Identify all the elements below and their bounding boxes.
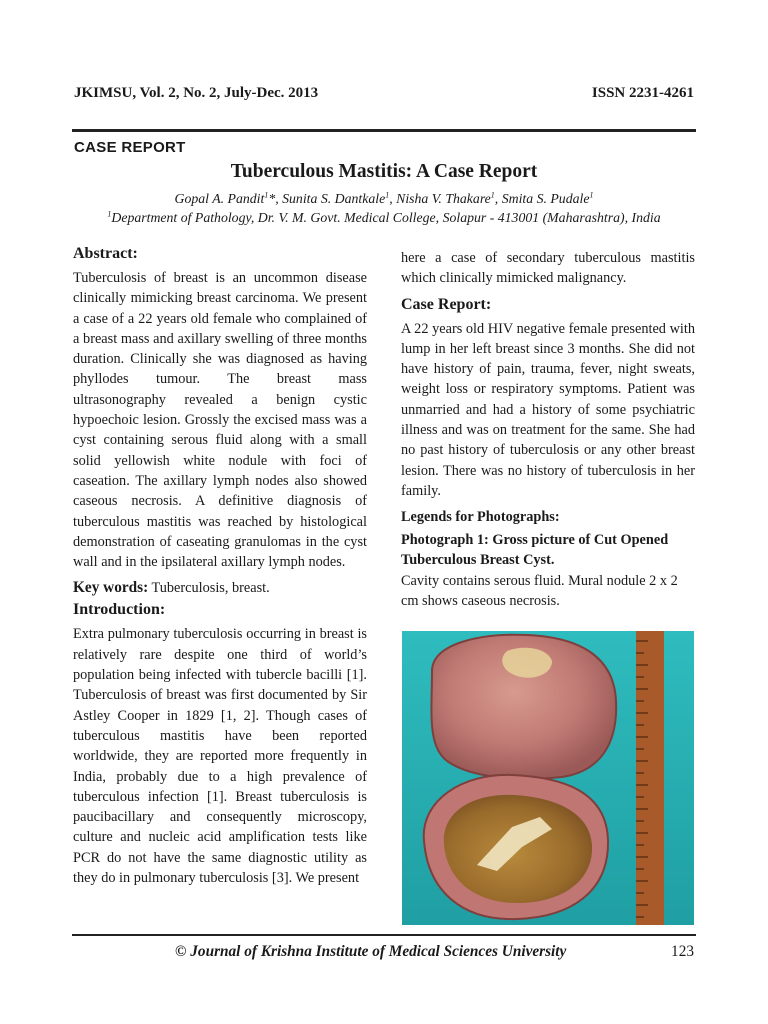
author-affil-mark: 1 bbox=[385, 190, 390, 200]
author-name: Nisha V. Thakare bbox=[396, 191, 491, 206]
abstract-text: Tuberculosis of breast is an uncommon disease clinically mimicking breast carcinoma. We present a case of a 22 years old female who complained of a breast mass and axillary swelling of three months duration. Clinically she was diagnosed as having phyllodes tumour. The breast mass ultrasonography revealed a benign cystic hypoechoic lesion. Grossly the excised mass was a cyst containing serous fluid along with a small solid yellowish white nodule with foci of caseation. The axillary lymph nodes also showed caseous necrosis. A definitive diagnosis of tuberculous mastitis was reached by histological demonstration of caseating granulomas in the cyst wall and in the ipsilateral axillary lymph nodes. bbox=[73, 270, 367, 571]
keywords-label: Key words: bbox=[73, 579, 149, 597]
introduction-text: Extra pulmonary tuberculosis occurring in breast is relatively rare despite one third of world’s population being infected with tubercle bacilli [1]. Tuberculosis of breast was first documented by Sir Astley Cooper in 1829 [1, 2]. Though cases of tuberculous mastitis have been reported worldwide, they are reported more frequently in India, probably due to a high prevalence of tuberculous infection [1]. Breast tuberculosis is paucibacillary and consequently microscopy, culture and nucleic acid amplification tests like PCR do not have the same diagnostic utility as they do in pulmonary tuberculosis [3]. We present bbox=[73, 626, 367, 887]
author-name: Sunita S. Dantkale bbox=[282, 191, 386, 206]
author-name: Gopal A. Pandit bbox=[174, 191, 265, 206]
issn: ISSN 2231-4261 bbox=[591, 85, 694, 101]
author-affil-mark: 1 bbox=[264, 190, 269, 200]
header-rule bbox=[72, 129, 696, 132]
journal-citation: JKIMSU, Vol. 2, No. 2, July-Dec. 2013 bbox=[74, 85, 319, 101]
abstract-heading: Abstract: bbox=[73, 245, 138, 262]
left-column bbox=[73, 244, 367, 888]
author-separator: , bbox=[494, 191, 502, 206]
introduction-heading: Introduction: bbox=[73, 601, 166, 619]
keywords bbox=[73, 578, 367, 598]
gross-specimen-image bbox=[402, 631, 694, 925]
affil-mark: 1 bbox=[107, 209, 112, 219]
legends-heading: Legends for Photographs: bbox=[401, 509, 560, 526]
author-separator: *, bbox=[268, 191, 283, 206]
photograph-1 bbox=[402, 631, 694, 925]
right-column bbox=[401, 248, 695, 611]
photo1-caption: Cavity contains serous fluid. Mural nodule 2 x 2 cm shows caseous necrosis. bbox=[401, 572, 678, 610]
author-list bbox=[0, 191, 768, 207]
introduction-text-continued: here a case of secondary tuberculous mastitis which clinically mimicked malignancy. bbox=[401, 250, 695, 287]
page-number: 123 bbox=[671, 943, 694, 960]
author-separator: , bbox=[389, 191, 397, 206]
affiliation bbox=[0, 210, 768, 226]
affiliation-text: Department of Pathology, Dr. V. M. Govt. Medical College, Solapur - 413001 (Maharashtra), India bbox=[111, 210, 661, 225]
article-type-label: CASE REPORT bbox=[74, 139, 186, 156]
footer-journal bbox=[175, 943, 566, 961]
footer-rule bbox=[72, 934, 696, 936]
footer-journal-name: Journal of Krishna Institute of Medical Sciences University bbox=[190, 943, 567, 960]
author-affil-mark: 1 bbox=[490, 190, 495, 200]
copyright-symbol: © bbox=[175, 943, 187, 960]
author-name: Smita S. Pudale bbox=[501, 191, 590, 206]
keywords-text: Tuberculosis, breast. bbox=[148, 580, 270, 597]
case-report-heading: Case Report: bbox=[401, 295, 492, 313]
article-title: Tuberculous Mastitis: A Case Report bbox=[230, 161, 538, 182]
photo1-title: Photograph 1: Gross picture of Cut Opened Tuberculous Breast Cyst. bbox=[401, 531, 669, 569]
case-report-text: A 22 years old HIV negative female presented with lump in her left breast since 3 months. She did not have history of pain, trauma, fever, night sweats, weight loss or respiratory symptoms. Patient was unmarried and had a history of some psychiatric illness and was on treatment for the same. She had no past history of tuberculosis or any other breast lesion. There was no history of tuberculosis in her family. bbox=[401, 320, 695, 499]
author-affil-mark: 1 bbox=[589, 190, 594, 200]
